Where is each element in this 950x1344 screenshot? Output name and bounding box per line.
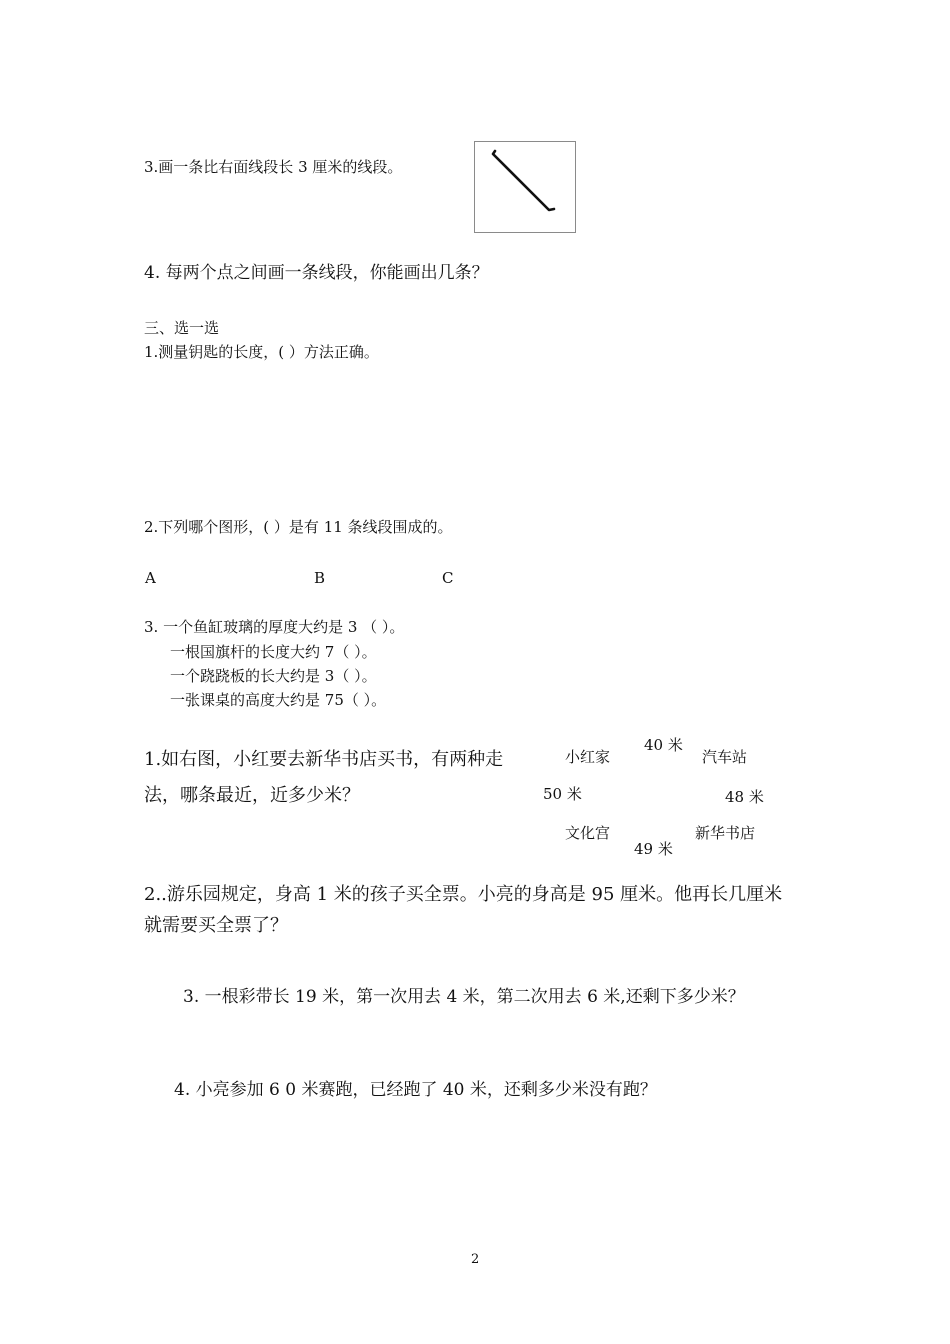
option-c: C xyxy=(442,569,454,587)
problem-ticket-line-1: 2..游乐园规定，身高 1 米的孩子买全票。小亮的身高是 95 厘米。他再长几厘米 xyxy=(144,884,783,905)
problem-race: 4. 小亮参加 6 0 米赛跑，已经跑了 40 米，还剩多少米没有跑？ xyxy=(174,1080,657,1100)
option-b: B xyxy=(314,569,326,587)
question-units-line-1: 3. 一个鱼缸玻璃的厚度大约是 3 （ ）。 xyxy=(144,618,405,636)
map-label-bus-station: 汽车站 xyxy=(702,748,748,766)
question-draw-segment: 3.画一条比右面线段长 3 厘米的线段。 xyxy=(144,158,403,176)
map-label-culture-palace: 文化宫 xyxy=(565,824,611,842)
problem-route-line-1: 1.如右图，小红要去新华书店买书，有两种走 xyxy=(144,749,504,770)
map-distance-bottom: 49 米 xyxy=(634,840,673,858)
question-eleven-segments: 2.下列哪个图形，( ）是有 11 条线段围成的。 xyxy=(144,518,453,536)
question-units-line-4: 一张课桌的高度大约是 75（ ）。 xyxy=(170,691,387,709)
question-measure-key: 1.测量钥匙的长度，( ）方法正确。 xyxy=(144,343,379,361)
problem-ribbon: 3. 一根彩带长 19 米，第一次用去 4 米，第二次用去 6 米,还剩下多少米？ xyxy=(183,987,745,1007)
map-label-bookstore: 新华书店 xyxy=(695,824,756,842)
section-heading-choose: 三、选一选 xyxy=(144,319,220,337)
question-units-line-3: 一个跷跷板的长大约是 3（ ）。 xyxy=(170,667,377,685)
reference-segment-figure xyxy=(474,141,576,233)
map-label-home: 小红家 xyxy=(565,748,611,766)
problem-ticket-line-2: 就需要买全票了？ xyxy=(144,915,288,936)
problem-route-line-2: 法，哪条最近，近多少米？ xyxy=(144,785,360,806)
option-a: A xyxy=(145,569,156,587)
reference-segment xyxy=(475,142,577,234)
map-distance-right: 48 米 xyxy=(725,788,764,806)
question-units-line-2: 一根国旗杆的长度大约 7（ ）。 xyxy=(170,643,377,661)
map-distance-left: 50 米 xyxy=(543,785,582,803)
question-count-segments: 4. 每两个点之间画一条线段，你能画出几条？ xyxy=(144,263,489,283)
map-distance-top: 40 米 xyxy=(644,736,683,754)
page-number: 2 xyxy=(471,1252,480,1267)
